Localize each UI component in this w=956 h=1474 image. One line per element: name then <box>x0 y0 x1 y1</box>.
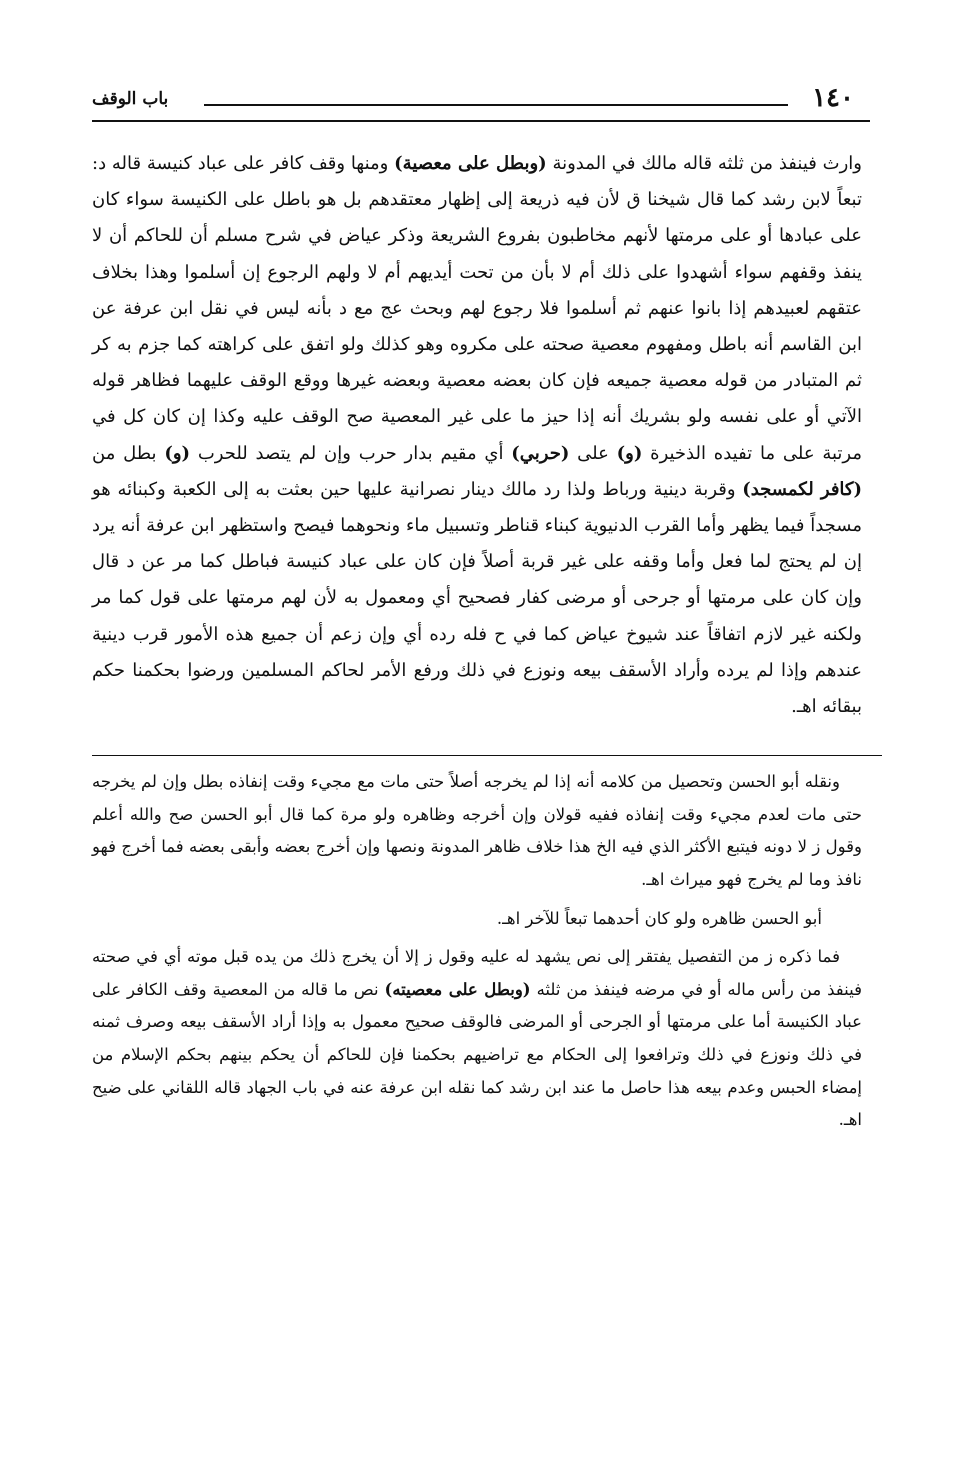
main-text-segment: ومنها وقف كافر على عباد كنيسة قاله د: تبعاً لابن رشد كما قال شيخنا ق لأن فيه ذريعة إلى إظهار معتقدهم بل هو باطل على الكنيسة سواء كان على عبادها أو على مرمتها لأنهم مخاطبون بفروع الشريعة وذكر عياض في شرح مسلم أن للحاكم أن لا ينفذ وقفهم سواء أشهدوا على ذلك أم لا بأن من تحت أيديهم أم لا ولهم الرجوع إن أسلموا وهذا بخلاف عتقهم لعبيدهم إذا بانوا عنهم ثم أسلموا فلا رجوع لهم وبحث عج مع د بأنه ليس في نقل ابن عرفة عن ابن القاسم أنه باطل ومفهوم معصية صحته على مكروه وهو كذلك ولو اتفق على كراهته كما جزم به كر ثم المتبادر من قوله معصية جميعه فإن كان بعضه معصية وبعضه غيرها ووقع الوقف عليهما فظاهر قوله الآتي أو على نفسه ولو بشريك أنه إذا حيز ما على غير المعصية صح الوقف عليه وكذا إن كان كل في مرتبة على ما تفيده الذخيرة <box>92 153 863 464</box>
matn-phrase: (حربي) <box>511 442 570 464</box>
footnote-paragraph: ونقله أبو الحسن وتحصيل من كلامه أنه إذا لم يخرجه أصلاً حتى مات مع مجيء وقت إنفاذه بطل وإن لم يخرجه حتى مات لعدم مجيء وقت إنفاذه ففيه قولان وإن أخرجه وظاهره ولو مرة كما قال أبو الحسن صح والله أعلم وقول ز لا دونه فيتبع الأكثر الذي فيه الخ هذا خلاف ظاهر المدونة ونصها وإن أخرج بعضه وأبقى بعضه فما أخرج فهو نافذ وما لم يخرج فهو ميراث اهـ. <box>92 772 862 890</box>
footnote-paragraph <box>92 941 862 1137</box>
footnotes <box>92 766 862 1137</box>
main-text-segment: على <box>569 442 617 464</box>
header-rule <box>92 120 870 122</box>
chapter-title: باب الوقف <box>92 89 169 109</box>
footnote-segment: فما ذكره ز من التفصيل يفتقر إلى نص يشهد له عليه وقول ز إلا أن يخرج ذلك من يده قبل موته أي في صحته فينفذ من رأس ماله أو في مرضه فينفذ من ثلثه <box>92 947 862 999</box>
page-number: ١٤٠ <box>812 83 854 113</box>
main-text-segment: بطل من <box>92 442 165 464</box>
book-page <box>92 78 862 1458</box>
header-line <box>204 104 788 106</box>
matn-phrase: (و) <box>616 442 643 464</box>
main-text-segment: وارث فينفذ من ثلثه قاله مالك في المدونة <box>546 153 862 174</box>
main-text-segment: أي مقيم بدار حرب وإن لم يتصد للحرب <box>190 442 512 464</box>
page-header <box>92 78 862 122</box>
footnote-segment: نص ما قاله من المعصية وقف الكافر على عباد الكنيسة أما على مرمتها أو الجرحى أو المرضى فالوقف صحيح معمول به وإذا أراد الأسقف بيعه وصرف ثمنه في ذلك ونوزع في ذلك وترافعوا إلى الحكام مع تراضيهم بحكمنا فإن للحاكم أن يحكم بينهم بحكم الإسلام من إمضاء الحبس وعدم بيعه هذا حاصل ما عند ابن رشد كما نقله ابن عرفة عنه في باب الجهاد قاله اللقاني على ضيح اهـ. <box>92 979 862 1130</box>
main-text-segment: وقربة دينية ورباط ولذا رد مالك دينار نصرانية عليها حين بعثت به إلى الكعبة وكبنائه هو مسجداً فيما يظهر وأما القرب الدنيوية كبناء قناطر وتسبيل ماء ونحوهما فيصح واستظهر ابن عرفة أنه يرد إن لم يحتج لما فعل وأما وقفه على غير قربة أصلاً فإن كان على عباد كنيسة فباطل كما مر عن د قال وإن كان على مرمتها أو جرحى أو مرضى كفار فصحيح أي ومعمول به لأن لهم مرمتها على قول كما مر ولكنه غير لازم اتفاقاً عند شيوخ عياض كما في ح فله رده أي وإن زعم أن جميع هذه الأمور قرب دينية عندهم وإذا لم يرده وأراد الأسقف بيعه ونوزع في ذلك ورفع الأمر لحاكم المسلمين ورضوا بحكمنا حكم ببقائه اهـ. <box>92 478 862 718</box>
matn-phrase: (وبطل على معصيته) <box>384 979 531 999</box>
main-text <box>92 146 862 725</box>
footnote-paragraph: أبو الحسن ظاهره ولو كان أحدهما تبعاً للآخر اهـ. <box>496 908 822 928</box>
matn-phrase: (كافر لكمسجد) <box>742 478 862 500</box>
matn-phrase: (وبطل على معصية) <box>394 153 547 174</box>
matn-phrase: (و) <box>164 442 191 464</box>
footnote-separator <box>92 755 882 756</box>
